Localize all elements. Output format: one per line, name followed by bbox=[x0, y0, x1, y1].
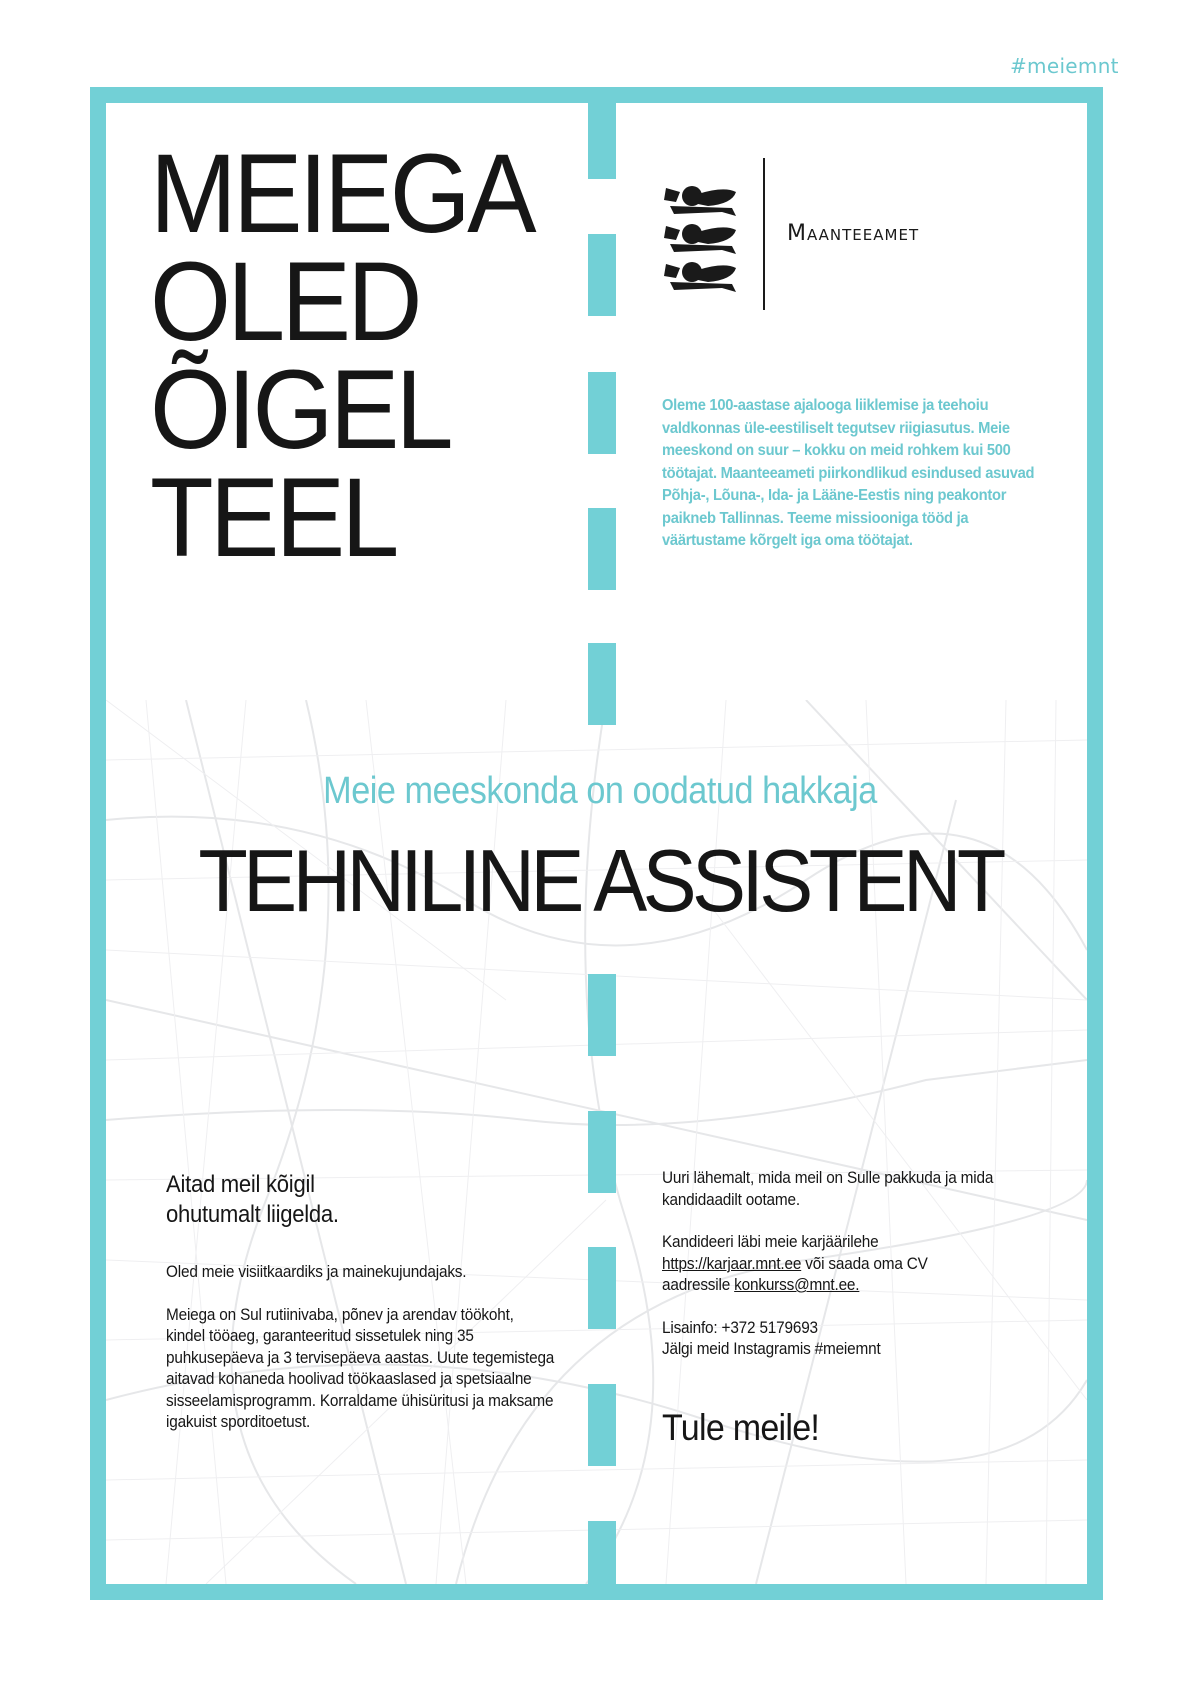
hashtag: #meiemnt bbox=[1010, 54, 1119, 78]
contact-paragraph bbox=[662, 1318, 997, 1361]
headline-line: ÕIGEL bbox=[150, 347, 450, 472]
logo-divider bbox=[763, 158, 765, 310]
road-dash bbox=[588, 87, 616, 179]
road-dash bbox=[588, 1247, 616, 1329]
road-dash bbox=[588, 1384, 616, 1466]
intro-paragraph: Oleme 100-aastase ajalooga liiklemise ja teehoiu valdkonnas üle-eestiliselt tegutsev riigiasutus. Meie meeskond on suur – kokku on meid rohkem kui 500 töötajat. Maanteeameti piirkondlikud esindused asuvad Põhja-, Lõuna-, Ida- ja Lääne-Eestis ning peakontor paikneb Tallinnas. Teeme missiooniga tööd ja väärtustame kõrgelt iga oma töötajat. bbox=[662, 397, 1035, 549]
headline bbox=[150, 131, 533, 580]
headline-line: OLED bbox=[150, 239, 419, 364]
road-dash bbox=[588, 643, 616, 725]
apply-text: Kandideeri läbi meie karjäärilehe bbox=[662, 1233, 879, 1251]
headline-line: MEIEGA bbox=[150, 131, 533, 256]
email-link[interactable]: konkurss@mnt.ee. bbox=[734, 1276, 860, 1294]
visiting-card-paragraph: Oled meie visiitkaardiks ja mainekujundajaks. bbox=[166, 1263, 467, 1281]
instagram-info: Jälgi meid Instagramis #meiemnt bbox=[662, 1340, 881, 1358]
career-page-link[interactable]: https://karjaar.mnt.ee bbox=[662, 1254, 802, 1273]
logo-wordmark: Maanteeamet bbox=[787, 221, 920, 246]
three-lions-emblem-icon bbox=[662, 182, 740, 334]
apply-column bbox=[662, 1168, 997, 1382]
phone-info: Lisainfo: +372 5179693 bbox=[662, 1318, 818, 1337]
job-title: TEHNILINE ASSISTENT bbox=[198, 831, 1002, 930]
apply-paragraph bbox=[662, 1232, 997, 1297]
road-dash bbox=[588, 974, 616, 1056]
tagline-line: ohutumalt liigelda. bbox=[166, 1201, 339, 1228]
road-dash bbox=[588, 1521, 616, 1600]
road-dash bbox=[588, 508, 616, 590]
tagline bbox=[166, 1170, 339, 1230]
subtitle: Meie meeskonda on oodatud hakkaja bbox=[323, 770, 877, 812]
road-dash bbox=[588, 1111, 616, 1193]
benefits-column bbox=[166, 1262, 557, 1455]
call-to-action: Tule meile! bbox=[662, 1407, 820, 1448]
learn-more-paragraph: Uuri lähemalt, mida meil on Sulle pakkuda ja mida kandidaadilt ootame. bbox=[662, 1169, 994, 1209]
road-dash bbox=[588, 372, 616, 454]
headline-line: TEEL bbox=[150, 455, 396, 580]
tagline-line: Aitad meil kõigil bbox=[166, 1171, 315, 1198]
road-dash bbox=[588, 234, 616, 316]
maanteeamet-logo bbox=[662, 158, 962, 313]
apply-text: või saada oma CV aadressile bbox=[662, 1254, 928, 1294]
benefits-paragraph: Meiega on Sul rutiinivaba, põnev ja arendav töökoht, kindel tööaeg, garanteeritud sissetulek ning 35 puhkusepäeva ja 3 tervisepäeva aastas. Uute tegemistega aitavad kohaneda hoolivad töökaaslased ja spetsiaalne sisseelamisprogramm. Korraldame ühisüritusi ja maksame igakuist sporditoetust. bbox=[166, 1305, 555, 1431]
